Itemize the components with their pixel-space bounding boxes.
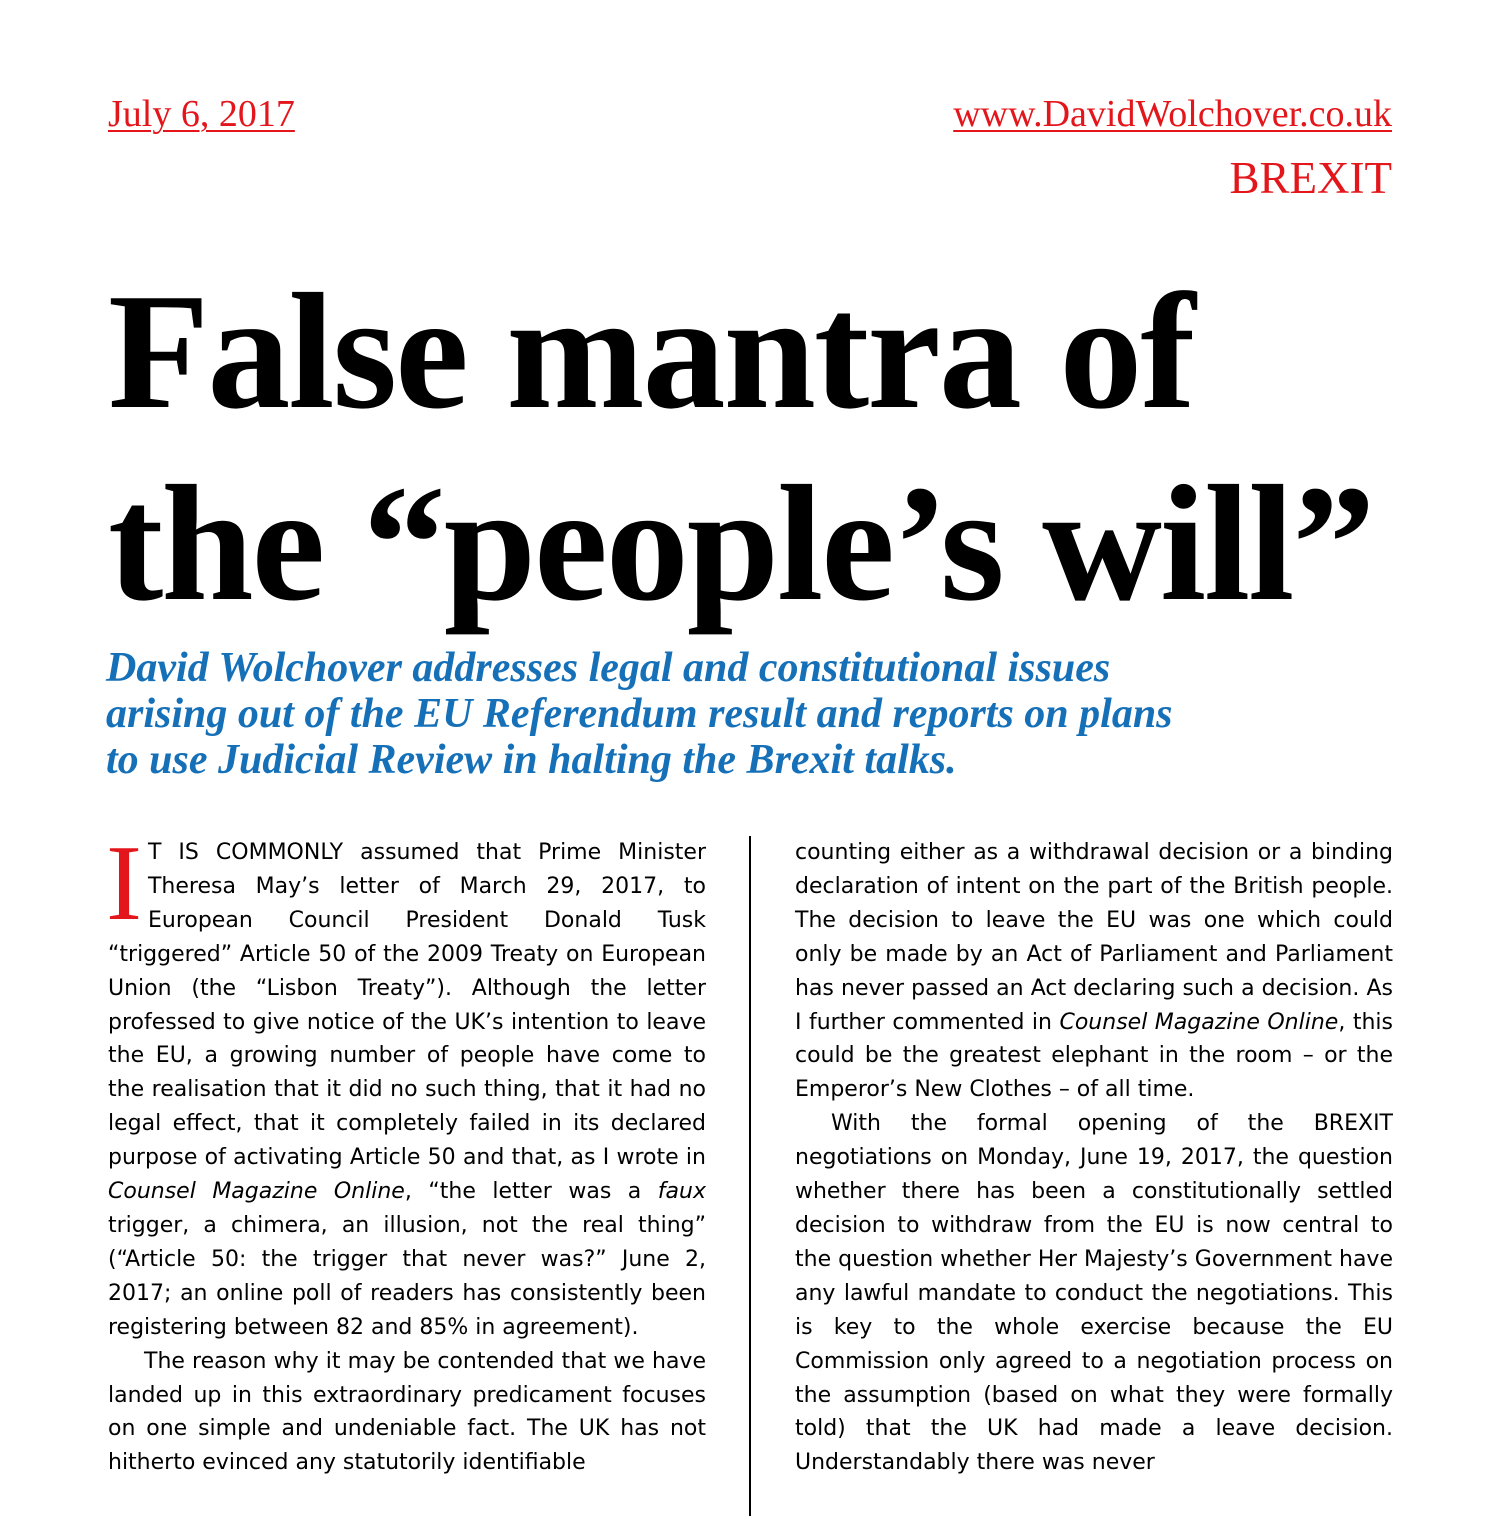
paragraph-text: counting either as a withdrawal decision or a binding declaration of intent on the part of the British people. The decision to leave the EU was one which could only be made by an Act of Parliament and Parliament has never passed an Act declaring such a decision. As I further commented in bbox=[795, 840, 1393, 1035]
column-divider bbox=[749, 836, 751, 1516]
article-paragraph bbox=[795, 836, 1393, 1107]
article-paragraph bbox=[106, 824, 706, 1345]
drop-cap: I bbox=[106, 824, 142, 943]
headline-line-1: False mantra of bbox=[108, 259, 1194, 443]
paragraph-text: T IS COMMONLY assumed that Prime Minister Theresa May’s letter of March 29, 2017, to European Council President Donald Tusk “triggered” Article 50 of the 2009 Treaty on European Union (the “Lisbon Treaty”). Although the letter professed to give notice of the UK’s intention to leave the EU, a growing number of people have come to the realisation that it did no such thing, that it had no legal effect, that it completely failed in its declared purpose of activating Article 50 and that, as I wrote in bbox=[108, 840, 706, 1171]
standfirst bbox=[106, 645, 1406, 783]
standfirst-line-2: arising out of the EU Referendum result and reports on plans bbox=[106, 691, 1173, 737]
section-label: BREXIT bbox=[1229, 153, 1392, 203]
article-column-left bbox=[106, 824, 706, 1480]
standfirst-line-3: to use Judicial Review in halting the Brexit talks. bbox=[106, 737, 957, 783]
paragraph-text: , this could be the greatest elephant in the room – or the Emperor’s New Clothes – of all time. bbox=[795, 1009, 1393, 1103]
standfirst-line-1: David Wolchover addresses legal and constitutional issues bbox=[106, 645, 1111, 691]
website-link[interactable]: www.DavidWolchover.co.uk bbox=[953, 93, 1392, 135]
paragraph-text: trigger, a chimera, an illusion, not the real thing” (“Article 50: the trigger that never was?” June 2, 2017; an online poll of readers has consistently been registering between 82 and 85% in agreement). bbox=[108, 1212, 706, 1340]
publication-title: Counsel Magazine Online bbox=[108, 1179, 405, 1205]
paragraph-text: , “the letter was a bbox=[404, 1179, 658, 1205]
headline-line-2: the “people’s will” bbox=[108, 451, 1374, 635]
headline bbox=[108, 255, 1408, 639]
article-paragraph: The reason why it may be contended that we have landed up in this extraordinary predicament focuses on one simple and undeniable fact. The UK has not hitherto evinced any statutorily identifiable bbox=[108, 1348, 706, 1476]
publication-title: Counsel Magazine Online bbox=[1059, 1009, 1339, 1035]
emphasis-word: faux bbox=[657, 1179, 706, 1205]
article-paragraph: With the formal opening of the BREXIT negotiations on Monday, June 19, 2017, the question whether there has been a constitutionally settled decision to withdraw from the EU is now central to the question whether Her Majesty’s Government have any lawful mandate to conduct the negotiations. This is key to the whole exercise because the EU Commission only agreed to a negotiation process on the assumption (based on what they were formally told) that the UK had made a leave decision. Understandably there was never bbox=[795, 1111, 1393, 1476]
date-link[interactable]: July 6, 2017 bbox=[108, 93, 295, 135]
article-column-right bbox=[795, 836, 1393, 1480]
